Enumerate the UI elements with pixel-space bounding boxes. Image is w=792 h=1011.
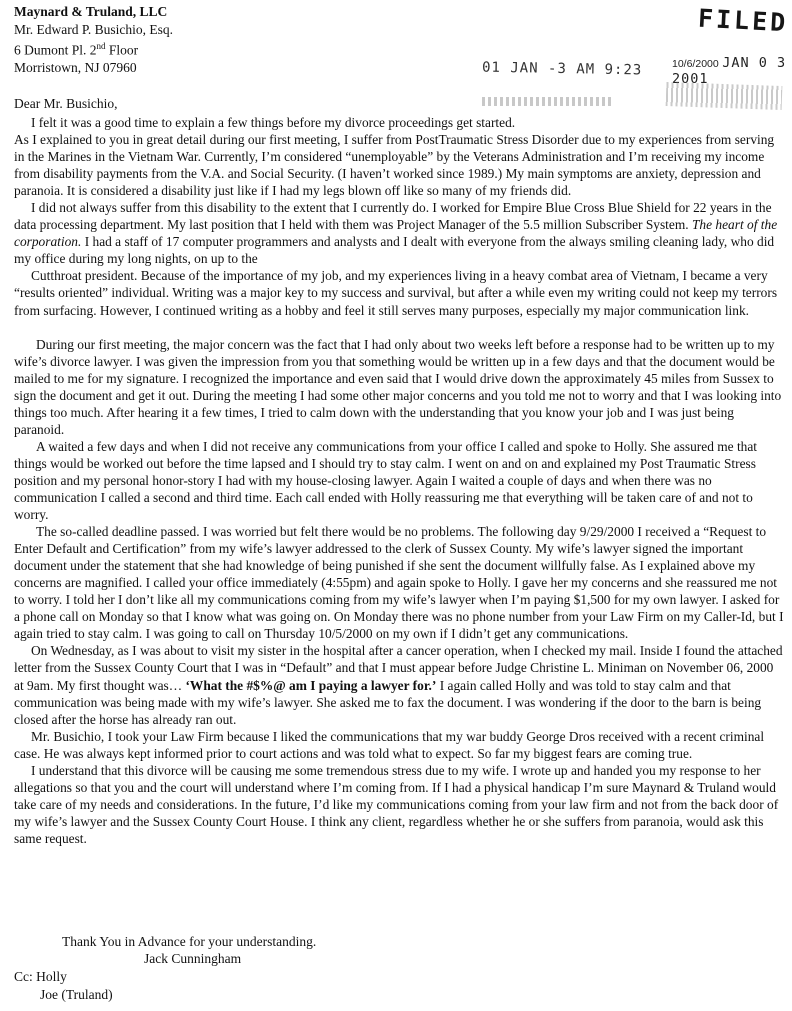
floor-number: 2 bbox=[89, 42, 97, 58]
paragraph-2-part-a: I did not always suffer from this disability to the extent that I currently do. I worked for Empire Blue Cross Blue Shield for 22 years in the data processing department. My last position that I held with them was Project Manager of the 5.5 million Subscriber System. bbox=[14, 200, 772, 233]
cc-second-recipient: Joe (Truland) bbox=[40, 987, 113, 1002]
salutation: Dear Mr. Busichio, bbox=[14, 96, 118, 111]
paragraph-1 bbox=[14, 114, 784, 131]
floor-ordinal: nd bbox=[96, 41, 106, 51]
paragraph-2 bbox=[14, 199, 784, 318]
city-line: Morristown, NJ 07960 bbox=[14, 60, 137, 75]
received-date-stamp: 01 JAN -3 AM 9:23 bbox=[481, 59, 643, 79]
attorney-name: Mr. Edward P. Busichio, Esq. bbox=[14, 21, 174, 37]
paragraph-3: During our first meeting, the major concern was the fact that I had only about two weeks left before a response had to be written up to my wife’s divorce lawyer. I was given the impression from you that something would be written up in a few days and that the document would be mailed to me for my signature. I recognized the importance and even said that I would drive down the approximately 45 miles from Sussex to sign the document and get it out. During the meeting I had some other major concerns and you told me not to worry and that I was looking into things too much. After hearing it a few times, I tried to calm down with the understanding that you know your job and I was just being paranoid. bbox=[14, 336, 782, 437]
paragraph-6 bbox=[14, 642, 784, 727]
paragraph-6-part-a: On Wednesday, as I was about to visit my sister in the hospital after a cancer operation, when I checked my mail. Inside I found the attached letter from the Sussex County Court that I was in “Default” and that I must appear before Judge Christine L. Miniman on November 06, 2000 at 9am. My first thought was… bbox=[14, 643, 783, 693]
closing-thanks: Thank You in Advance for your understanding. bbox=[62, 934, 317, 949]
paragraph-2-part-b: I had a staff of 17 computer programmers and analysts and I dealt with everyone from the always smiling cleaning lady, who did my office during my long nights, on up to the bbox=[14, 234, 775, 267]
filed-stamp: FILED bbox=[697, 3, 789, 38]
handwritten-date: 10/6/2000 bbox=[672, 58, 719, 70]
paragraph-4: A waited a few days and when I did not receive any communications from your office I called and spoke to Holly. She assured me that things would be worked out before the time lapsed and I should try to stay calm. I went on and on and explained my Post Traumatic Stress position and my personal honor-story I had with my house-closing lawyer. Again I waited a couple of days and when there was no communication I called a second and third time. Each call ended with Holly reassuring me that everything will be taken care of and not to worry. bbox=[14, 438, 758, 523]
paragraph-1-opening: I felt it was a good time to explain a few things before my divorce proceedings get started. bbox=[31, 115, 516, 130]
paragraph-2-italic: The heart of the corporation. bbox=[14, 217, 778, 250]
paragraph-6-bold: ‘What the #$%@ am I paying a lawyer for.’ bbox=[185, 677, 437, 693]
paragraph-5: The so-called deadline passed. I was worried but felt there would be no problems. The following day 9/29/2000 I received a “Request to Enter Default and Certification” from my wife’s lawyer addressed to the clerk of Sussex County. My wife’s lawyer signed the important document under the statement that she had knowledge of being punished if she sent the document willfully false. As I explained above my concerns are magnified. I called your office immediately (4:55pm) and again spoke to Holly. I gave her my concerns and she reassured me not to worry. I told her I don’t like all my communications coming from my wife’s lawyer when I’m paying $1,500 for my own lawyer. I asked for a phone call on Monday so that I know what was going on. On Monday there was no phone number from your Law Firm on my Caller-Id, but I again tried to stay calm. I was going to call on Thursday 10/5/2000 on my own if I didn’t get any communications. bbox=[14, 524, 784, 642]
signature-name: Jack Cunningham bbox=[144, 951, 242, 966]
paragraph-8: I understand that this divorce will be causing me some tremendous stress due to my wife. I wrote up and handed you my response to her allegations so that you and the court will understand where I’m coming from. If I had a physical handicap I’m sure Maynard & Truland would take care of my needs and considerations. In the future, I’d like my communications coming from your law firm and not from the back door of my wife’s lawyer and the Sussex County Court House. I think any client, regardless whether he or she suffers from paranoia, would ask this same request. bbox=[14, 762, 779, 846]
letter-header bbox=[14, 3, 173, 77]
filed-date: JAN 0 3 2001 bbox=[672, 55, 787, 87]
paragraph-2-part-c: Cutthroat president. Because of the importance of my job, and my experiences living in a heavy combat area of Vietnam, I became a very “results oriented” individual. Writing was a major key to my success and survival, but after a while even my writing could not keep my terrors from surfacing. However, I continued writing as a hobby and feel it still serves many purposes, especially my major communication link. bbox=[14, 268, 778, 318]
paragraph-6-part-b: I again called Holly and was told to stay calm and that communication was being made with my wife’s lawyer. She asked me to fax the document. I was wondering if the door to the barn is being closed after the horse has already ran out. bbox=[14, 677, 762, 727]
floor-word: Floor bbox=[108, 42, 139, 58]
faded-court-stamp bbox=[666, 82, 783, 110]
faded-stamp-text bbox=[482, 97, 612, 106]
paragraph-7: Mr. Busichio, I took your Law Firm because I liked the communications that my war buddy George Dros received with a recent criminal case. He was always kept informed prior to court actions and was told what to expect. So far my biggest fears are coming true. bbox=[14, 728, 765, 761]
street-address bbox=[14, 38, 173, 59]
street-line: 6 Dumont Pl. bbox=[14, 42, 87, 58]
paragraph-1-continued: As I explained to you in great detail during our first meeting, I suffer from PostTraumatic Stress Disorder due to my experiences from serving in the Marines in the Vietnam War. Currently, I’m considered “unemployable” by the Veterans Administration and I’m receiving my income from disability payments from the V.A. and Social Security. (I haven’t worked since 1989.) My main symptoms are anxiety, depression and paranoia. It is considered a disability just like if I had my legs blown off like so many of my friends did. bbox=[14, 132, 775, 199]
firm-name: Maynard & Truland, LLC bbox=[14, 4, 168, 19]
cc-line: Cc: Holly bbox=[14, 969, 67, 984]
letter-body bbox=[14, 114, 784, 847]
